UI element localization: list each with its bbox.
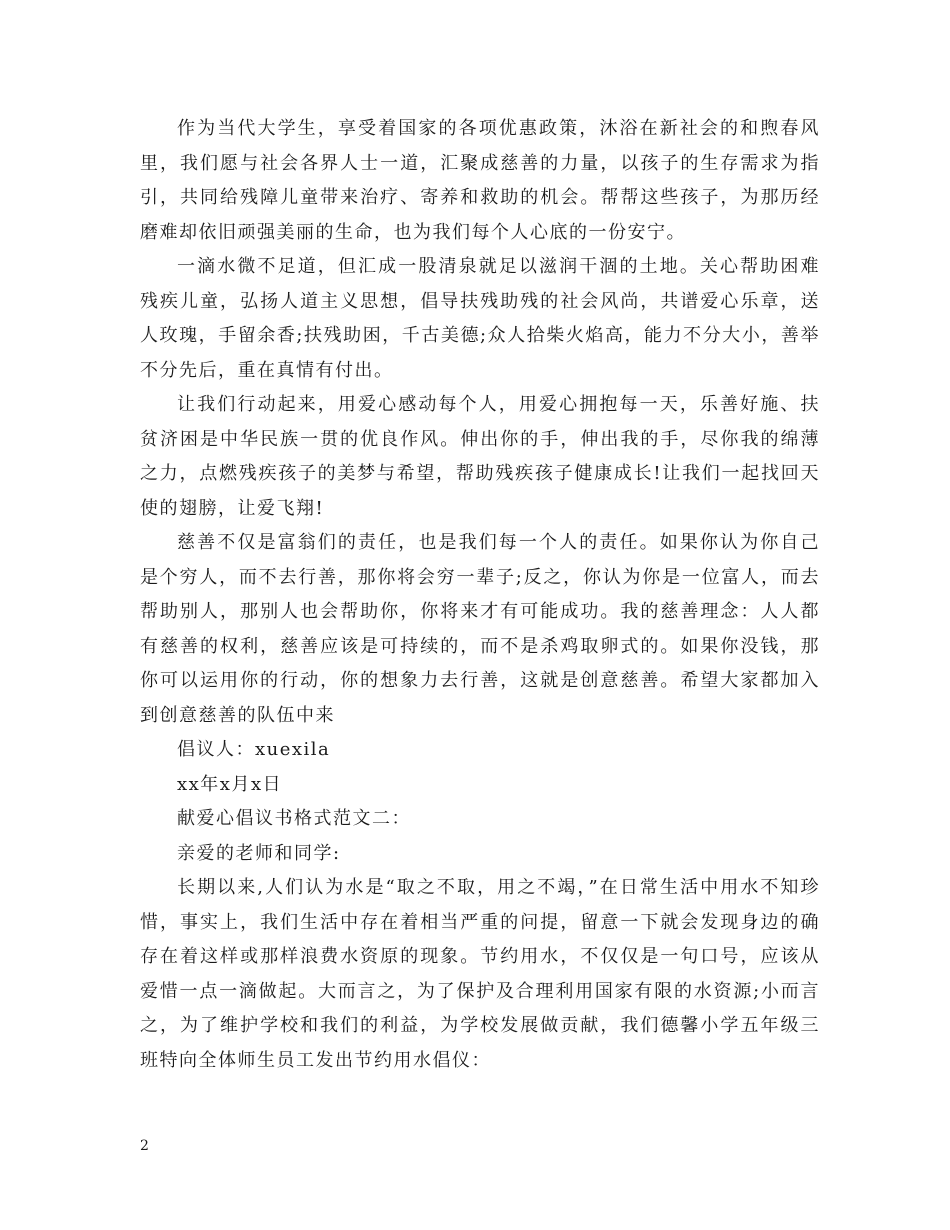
paragraph-charity-responsibility: 慈善不仅是富翁们的责任，也是我们每一个人的责任。如果你认为你自己是个穷人，而不去行善，那你将会穷一辈子;反之，你认为你是一位富人，而去帮助别人，那别人也会帮助你，你将来才有可能成功。我的慈善理念：人人都有慈善的权利，慈善应该是可持续的，而不是杀鸡取卵式的。如果你没钱，那你可以运用你的行动，你的想象力去行善，这就是创意慈善。希望大家都加入到创意慈善的队伍中来 bbox=[140, 532, 820, 726]
paragraph-take-action: 让我们行动起来，用爱心感动每个人，用爱心拥抱每一天，乐善好施、扶贫济困是中华民族一贯的优良作风。伸出你的手，伸出我的手，尽你我的绵薄之力，点燃残疾孩子的美梦与希望，帮助残疾孩子健康成长!让我们一起找回天使的翅膀，让爱飞翔! bbox=[140, 394, 820, 519]
paragraph-water-saving: 长期以来,人们认为水是“取之不取，用之不竭，”在日常生活中用水不知珍惜，事实上，我们生活中存在着相当严重的问提，留意一下就会发现身边的确存在着这样或那样浪费水资原的现象。节约用水，不仅仅是一句口号，应该从爱惜一点一滴做起。大而言之，为了保护及合理利用国家有限的水资源;小而言之，为了维护学校和我们的利益，为学校发展做贡献，我们德馨小学五年级三班特向全体师生员工发出节约用水倡仪： bbox=[140, 877, 820, 1071]
document-body bbox=[140, 112, 820, 1078]
date-line: xx年x月x日 bbox=[177, 773, 283, 795]
initiator-line: 倡议人：xuexila bbox=[177, 739, 331, 760]
salutation: 亲爱的老师和同学: bbox=[177, 842, 341, 864]
paragraph-college-students: 作为当代大学生，享受着国家的各项优惠政策，沐浴在新社会的和煦春风里，我们愿与社会各界人士一道，汇聚成慈善的力量，以孩子的生存需求为指引，共同给残障儿童带来治疗、寄养和救助的机会。帮帮这些孩子，为那历经磨难却依旧顽强美丽的生命，也为我们每个人心底的一份安宁。 bbox=[140, 118, 820, 243]
page-number: 2 bbox=[140, 1138, 149, 1154]
paragraph-drop-of-water: 一滴水微不足道，但汇成一股清泉就足以滋润干涸的土地。关心帮助困难残疾儿童，弘扬人道主义思想，倡导扶残助残的社会风尚，共谱爱心乐章，送人玫瑰，手留余香;扶残助困，千古美德;众人拾柴火焰高，能力不分大小，善举不分先后，重在真情有付出。 bbox=[140, 256, 820, 381]
section-heading: 献爱心倡议书格式范文二： bbox=[177, 808, 411, 829]
